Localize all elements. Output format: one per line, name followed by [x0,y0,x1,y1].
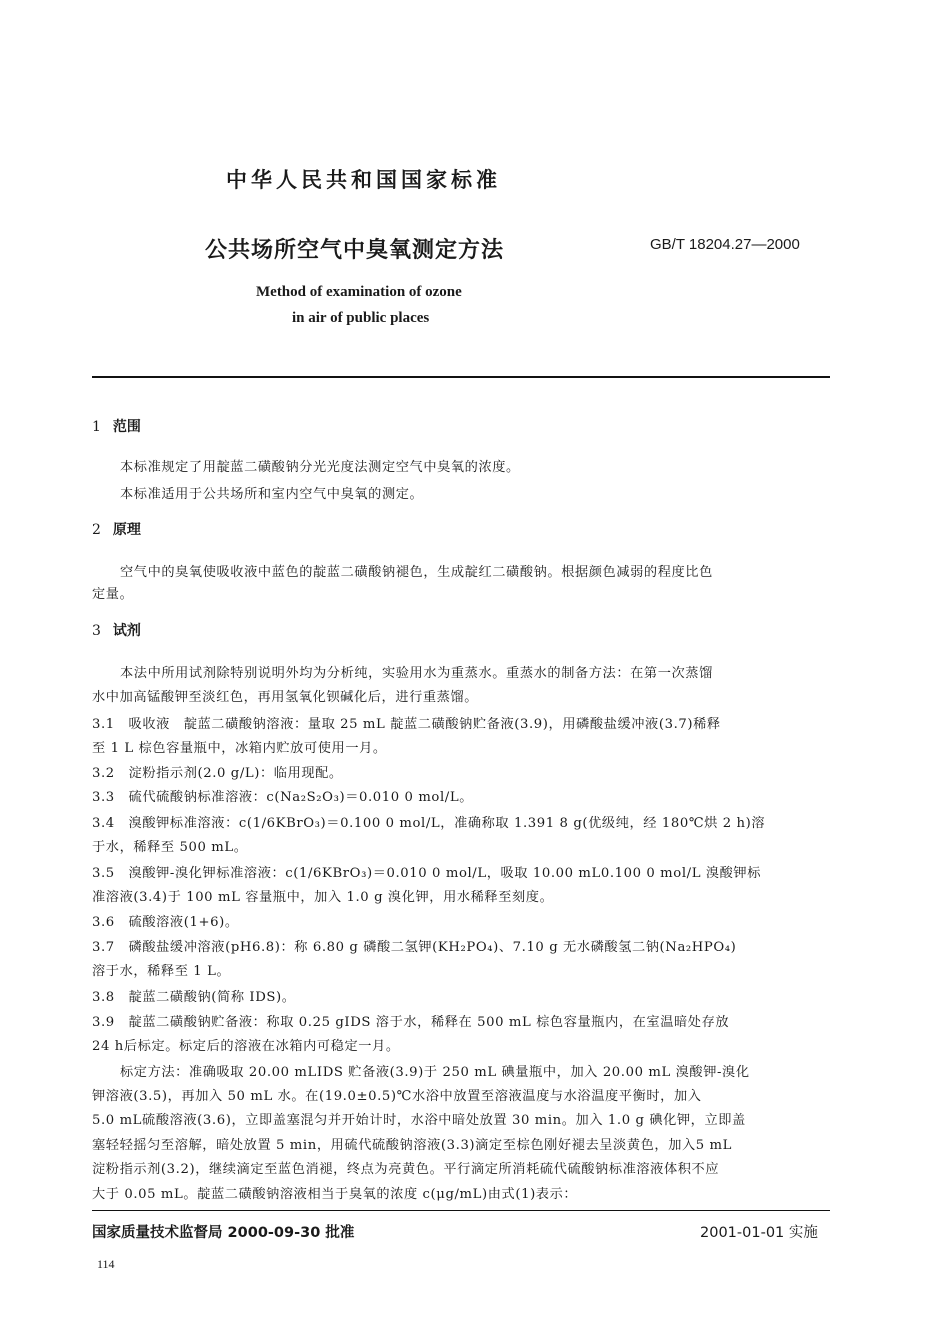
paragraph-line: 水中加高锰酸钾至淡红色，再用氢氧化钡碱化后，进行重蒸馏。 [92,690,479,705]
paragraph: 本标准规定了用靛蓝二磺酸钠分光光度法测定空气中臭氧的浓度。 [120,460,520,475]
standard-category: 中华人民共和国国家标准 [226,167,501,192]
calibration-line: 塞轻轻摇匀至溶解，暗处放置 5 min，用硫代硫酸钠溶液(3.3)滴定至棕色刚好褪去呈淡黄色，加入5 mL [92,1138,733,1153]
item-3-7-cont: 溶于水，稀释至 1 L。 [92,964,231,979]
section-1-heading [92,416,141,436]
approval-date: 国家质量技术监督局 2000-09-30 批准 [92,1225,355,1241]
paragraph-line: 空气中的臭氧使吸收液中蓝色的靛蓝二磺酸钠褪色，生成靛红二磺酸钠。根据颜色减弱的程度比色 [120,565,713,580]
section-title: 试剂 [112,623,141,639]
paragraph: 本标准适用于公共场所和室内空气中臭氧的测定。 [120,487,424,502]
calibration-line: 标定方法：准确吸取 20.00 mLIDS 贮备液(3.9)于 250 mL 碘量瓶中，加入 20.00 mL 溴酸钾-溴化 [120,1065,750,1080]
section-title: 范围 [112,419,141,435]
paragraph-line: 本法中所用试剂除特别说明外均为分析纯，实验用水为重蒸水。重蒸水的制备方法：在第一次蒸馏 [120,666,713,681]
item-3-4-cont: 于水，稀释至 500 mL。 [92,840,248,855]
section-3-heading [92,620,141,640]
item-3-1-cont: 至 1 L 棕色容量瓶中，冰箱内贮放可使用一月。 [92,741,387,756]
item-3-5: 3.5 溴酸钾-溴化钾标准溶液：c(1/6KBrO₃)＝0.010 0 mol/L，吸取 10.00 mL0.100 0 mol/L 溴酸钾标 [92,866,761,881]
header-rule [92,376,830,378]
calibration-line: 5.0 mL硫酸溶液(3.6)，立即盖塞混匀并开始计时，水浴中暗处放置 30 min。加入 1.0 g 碘化钾，立即盖 [92,1113,746,1128]
calibration-line: 大于 0.05 mL。靛蓝二磺酸钠溶液相当于臭氧的浓度 c(μg/mL)由式(1)表示： [92,1187,578,1202]
item-3-8: 3.8 靛蓝二磺酸钠(简称 IDS)。 [92,990,296,1005]
calibration-line: 淀粉指示剂(3.2)，继续滴定至蓝色消褪，终点为亮黄色。平行滴定所消耗硫代硫酸钠标准溶液体积不应 [92,1162,720,1177]
document-title: 公共场所空气中臭氧测定方法 [205,237,505,263]
item-3-1: 3.1 吸收液 靛蓝二磺酸钠溶液：量取 25 mL 靛蓝二磺酸钠贮备液(3.9)，用磷酸盐缓冲液(3.7)稀释 [92,717,721,732]
standard-code: GB/T 18204.27—2000 [650,236,800,253]
english-title-line-2: in air of public places [292,310,430,326]
item-3-4: 3.4 溴酸钾标准溶液：c(1/6KBrO₃)＝0.100 0 mol/L，准确称取 1.391 8 g(优级纯，经 180℃烘 2 h)溶 [92,816,766,831]
item-3-7: 3.7 磷酸盐缓冲溶液(pH6.8)：称 6.80 g 磷酸二氢钾(KH₂PO₄)、7.10 g 无水磷酸氢二钠(Na₂HPO₄) [92,940,737,955]
implementation-date: 2001-01-01 实施 [700,1225,818,1241]
item-3-9: 3.9 靛蓝二磺酸钠贮备液：称取 0.25 gIDS 溶于水，稀释在 500 mL 棕色容量瓶内，在室温暗处存放 [92,1015,730,1030]
item-3-5-cont: 准溶液(3.4)于 100 mL 容量瓶中，加入 1.0 g 溴化钾，用水稀释至刻度。 [92,890,554,905]
page-number: 114 [97,1257,115,1271]
item-3-2: 3.2 淀粉指示剂(2.0 g/L)：临用现配。 [92,766,343,781]
english-title-line-1: Method of examination of ozone [256,284,462,300]
section-number: 1 [92,419,101,435]
item-3-9-cont: 24 h后标定。标定后的溶液在冰箱内可稳定一月。 [92,1039,400,1054]
section-number: 3 [92,623,101,639]
paragraph-line: 定量。 [92,587,134,602]
item-3-6: 3.6 硫酸溶液(1+6)。 [92,915,239,930]
calibration-line: 钾溶液(3.5)，再加入 50 mL 水。在(19.0±0.5)℃水浴中放置至溶液温度与水浴温度平衡时，加入 [92,1089,702,1104]
section-2-heading [92,519,141,539]
section-number: 2 [92,522,101,538]
footer-rule [92,1210,830,1211]
item-3-3: 3.3 硫代硫酸钠标准溶液：c(Na₂S₂O₃)＝0.010 0 mol/L。 [92,790,473,805]
section-title: 原理 [112,522,141,538]
